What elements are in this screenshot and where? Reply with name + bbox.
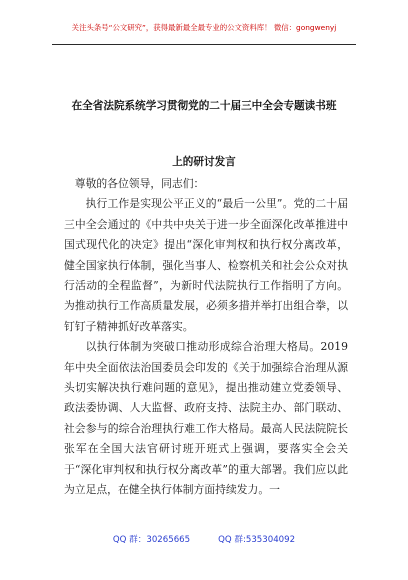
salutation: 尊敬的各位领导，同志们： (74, 177, 205, 190)
document-title-line-2: 上的研讨发言 (172, 156, 236, 168)
header-divider (52, 44, 356, 45)
footer-qq-groups (0, 533, 408, 545)
header-banner: 关注头条号“公文研究”，获得最新最全最专业的公文资料库！ 微信：gongwenyj (71, 23, 337, 32)
document-title-line-1: 在全省法院系统学习贯彻党的二十届三中全会专题读书班 (71, 100, 337, 112)
footer-qq-group-2: QQ 群:535304092 (218, 535, 296, 545)
body-paragraph-1: 执行工作是实现公平正义的“最后一公里”。党的二十届三中全会通过的《中共中央关于进一步全面深化改革推进中国式现代化的决定》提出“深化审判权和执行权分离改革，健全国家执行体制，强化当事人、检察机关和社会公众对执行活动的全程监督”，为新时代法院执行工作指明了方向。为推动执行工作高质量发展，必须多措并举打出组合拳，以钉钉子精神抓好改革落实。 (64, 197, 348, 333)
body-paragraph-2: 以执行体制为突破口推动形成综合治理大格局。2019年中央全面依法治国委员会印发的《关于加强综合治理从源头切实解决执行难问题的意见》，提出推动建立党委领导、政法委协调、人大监督、政府支持、法院主办、部门联动、社会参与的综合治理执行难工作大格局。最高人民法院院长张军在全国大法官研讨班开班式上强调，要落实全会关于“深化审判权和执行权分离改革”的重大部署。我们应以此为立足点，在健全执行体制方面持续发力。一 (64, 340, 348, 497)
footer-qq-group-1: QQ 群：30265665 (112, 535, 191, 545)
document-body (64, 174, 348, 501)
